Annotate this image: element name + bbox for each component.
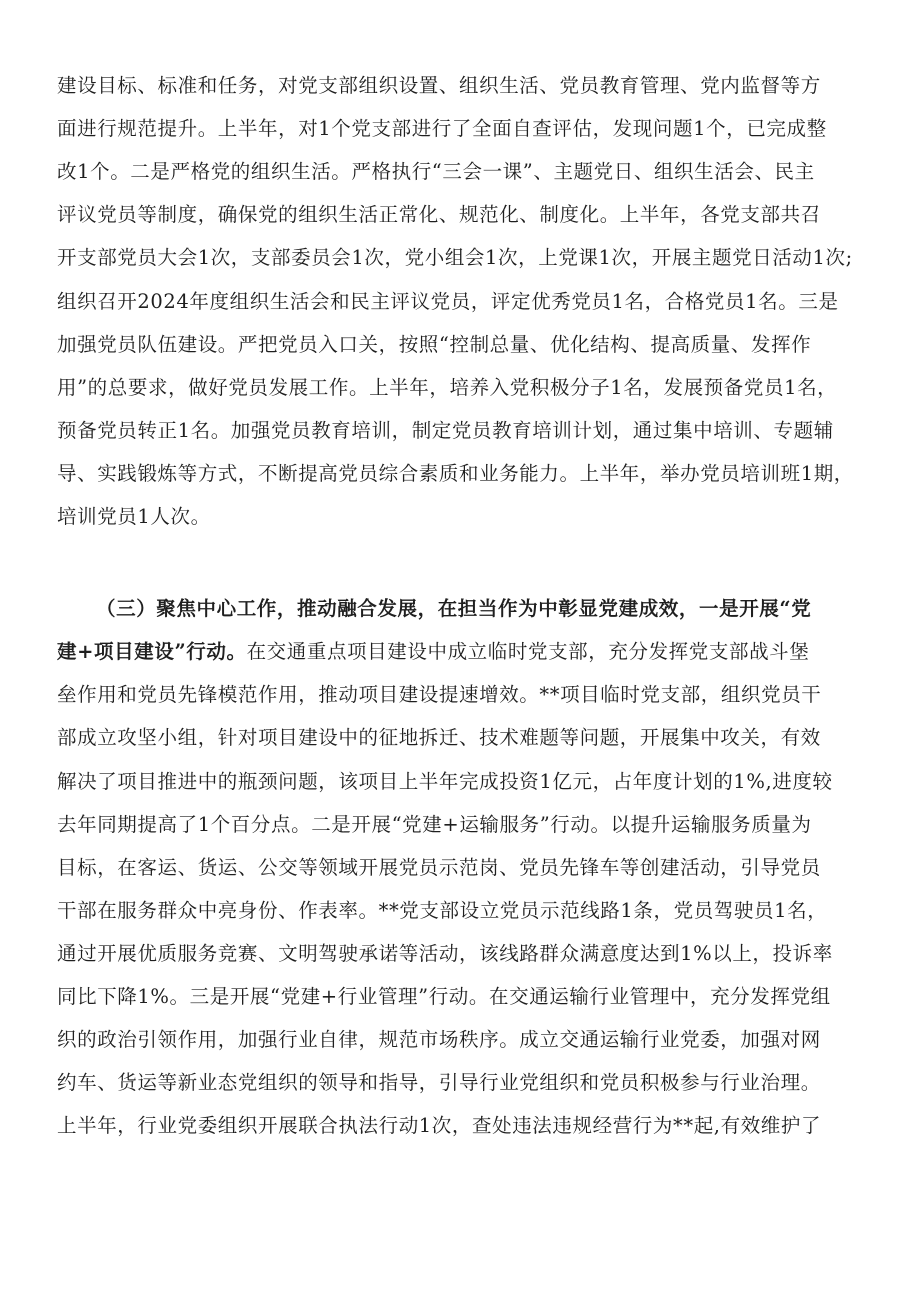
text-line <box>57 899 869 923</box>
text-line <box>57 419 869 443</box>
line-text: 用”的总要求，做好党员发展工作。上半年，培养入党积极分子1名，发展预备党员1名， <box>57 376 838 399</box>
text-line <box>57 1071 869 1095</box>
text-line <box>57 462 869 486</box>
line-text: 面进行规范提升。上半年，对1个党支部进行了全面自查评估，发现问题1个，已完成整 <box>57 117 827 140</box>
text-line <box>57 813 869 837</box>
line-text: 同比下降1%。三是开展“党建+行业管理”行动。在交通运输行业管理中，充分发挥党组 <box>57 985 831 1008</box>
line-text: 部成立攻坚小组，针对项目建设中的征地拆迁、技术难题等问题，开展集中攻关，有效 <box>57 726 821 749</box>
text-line <box>57 683 869 707</box>
line-text: 在交通重点项目建设中成立临时党支部，充分发挥党支部战斗堡 <box>246 640 810 663</box>
line-text: 开支部党员大会1次，支部委员会1次，党小组会1次，上党课1次，开展主题党日活动1次; <box>57 246 853 269</box>
text-line <box>57 74 869 98</box>
text-line <box>57 770 869 794</box>
line-text: 改1个。二是严格党的组织生活。严格执行“三会一课”、主题党日、组织生活会、民主 <box>57 160 815 183</box>
text-line <box>57 640 869 664</box>
line-text: 培训党员1人次。 <box>57 505 211 528</box>
text-line <box>57 505 869 529</box>
line-text: 目标，在客运、货运、公交等领域开展党员示范岗、党员先锋车等创建活动，引导党员 <box>57 856 821 879</box>
line-text: 预备党员转正1名。加强党员教育培训，制定党员教育培训计划，通过集中培训、专题辅 <box>57 419 834 442</box>
text-line <box>57 333 869 357</box>
line-text: 评议党员等制度，确保党的组织生活正常化、规范化、制度化。上半年，各党支部共召 <box>57 203 821 226</box>
section-heading-line <box>96 597 868 621</box>
text-line <box>57 726 869 750</box>
section-heading-text: （三）聚焦中心工作，推动融合发展，在担当作为中彰显党建成效，一是开展“党 <box>96 597 812 620</box>
text-line <box>57 376 869 400</box>
line-text: 垒作用和党员先锋模范作用，推动项目建设提速增效。**项目临时党支部，组织党员干 <box>57 683 822 706</box>
text-line <box>57 203 869 227</box>
text-line <box>57 1028 869 1052</box>
line-text: 加强党员队伍建设。严把党员入口关，按照“控制总量、优化结构、提高质量、发挥作 <box>57 333 812 356</box>
line-text: 去年同期提高了1个百分点。二是开展“党建+运输服务”行动。以提升运输服务质量为 <box>57 813 812 836</box>
line-text: 组织召开2024年度组织生活会和民主评议党员，评定优秀党员1名，合格党员1名。三是 <box>57 290 839 313</box>
line-text: 解决了项目推进中的瓶颈问题，该项目上半年完成投资1亿元，占年度计划的1%,进度较 <box>57 770 833 793</box>
subheading-text: 建+项目建设”行动。 <box>57 640 247 663</box>
text-line <box>57 856 869 880</box>
text-line <box>57 942 869 966</box>
text-line <box>57 985 869 1009</box>
line-text: 建设目标、标准和任务，对党支部组织设置、组织生活、党员教育管理、党内监督等方 <box>57 74 821 97</box>
line-text: 上半年，行业党委组织开展联合执法行动1次，查处违法违规经营行为**起,有效维护了 <box>57 1114 822 1137</box>
line-text: 导、实践锻炼等方式，不断提高党员综合素质和业务能力。上半年，举办党员培训班1期， <box>57 462 854 485</box>
text-line <box>57 117 869 141</box>
text-line <box>57 160 869 184</box>
text-line <box>57 1114 869 1138</box>
text-line <box>57 246 869 270</box>
line-text: 织的政治引领作用，加强行业自律，规范市场秩序。成立交通运输行业党委，加强对网 <box>57 1028 821 1051</box>
line-text: 通过开展优质服务竞赛、文明驾驶承诺等活动，该线路群众满意度达到1%以上，投诉率 <box>57 942 833 965</box>
line-text: 约车、货运等新业态党组织的领导和指导，引导行业党组织和党员积极参与行业治理。 <box>57 1071 821 1094</box>
text-line <box>57 290 869 314</box>
line-text: 干部在服务群众中亮身份、作表率。**党支部设立党员示范线路1条，党员驾驶员1名， <box>57 899 828 922</box>
